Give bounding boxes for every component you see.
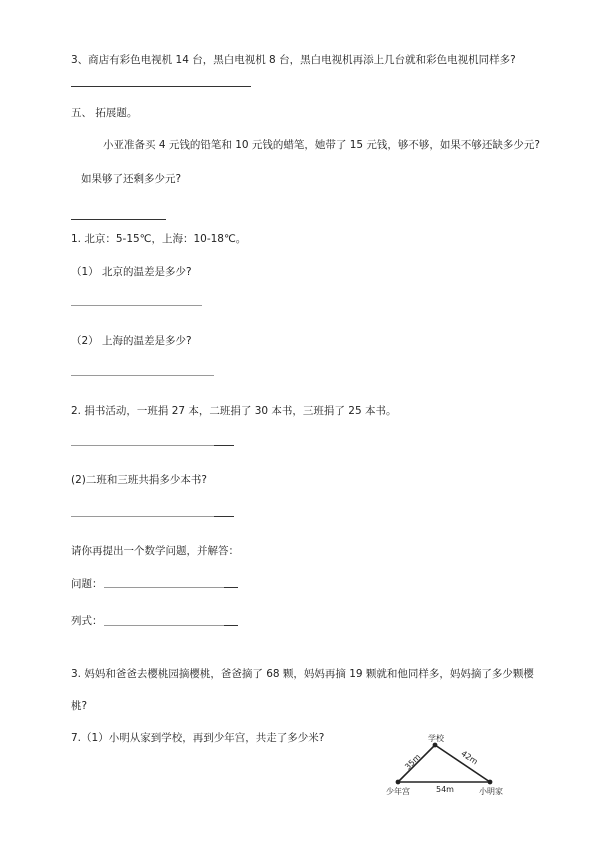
question-tv: 3、商店有彩色电视机 14 台，黑白电视机 8 台，黑白电视机再添上几台就和彩色电视机同样多? [71,54,516,66]
distance-school-home: 42m [459,748,480,767]
home-label: 小明家 [479,787,503,796]
question-pencil: 小亚准备买 4 元钱的铅笔和 10 元钱的蜡笔，她带了 15 元钱，够不够，如果不够还缺多少元? [103,139,540,151]
question-pencil-cont: 如果够了还剩多少元? [81,173,182,185]
question-label: 问题： [71,578,103,590]
sub-question-shanghai: （2） 上海的温差是多少? [71,335,192,347]
sub-question-books: (2)二班和三班共捐多少本书? [71,474,207,486]
ask-prompt: 请你再提出一个数学问题，并解答： [71,545,239,557]
question-blank [104,587,224,588]
question-cherry-cont: 桃? [71,700,88,712]
sub-question-beijing: （1） 北京的温差是多少? [71,266,192,278]
answer-line [71,375,214,376]
answer-line [71,219,166,220]
answer-line [71,86,251,87]
home-point [488,780,493,785]
route-map [378,730,518,800]
question-walk: 7.（1）小明从家到学校，再到少年宫，共走了多少米? [71,732,325,744]
answer-line [214,445,234,446]
answer-line [214,516,234,517]
answer-line [71,445,214,446]
question-cherry: 3. 妈妈和爸爸去樱桃园摘樱桃，爸爸摘了 68 颗，妈妈再摘 19 颗就和他同样多，妈妈摘了多少颗樱 [71,668,534,680]
question-temperature: 1. 北京：5-15℃，上海：10-18℃。 [71,233,247,245]
formula-blank [104,625,224,626]
school-point [433,743,438,748]
question-books: 2. 捐书活动，一班捐 27 本，二班捐了 30 本书，三班捐了 25 本书。 [71,405,397,417]
answer-line [71,516,214,517]
distance-palace-home: 54m [436,785,454,794]
youth-palace-label: 少年宫 [386,787,410,796]
answer-line [71,305,202,306]
school-label: 学校 [428,734,444,743]
question-blank [224,587,238,588]
distance-school-palace: 35m [403,752,423,772]
formula-label: 列式： [71,615,103,627]
section-heading: 五、 拓展题。 [71,107,138,119]
formula-blank [224,625,238,626]
youth-palace-point [396,780,401,785]
